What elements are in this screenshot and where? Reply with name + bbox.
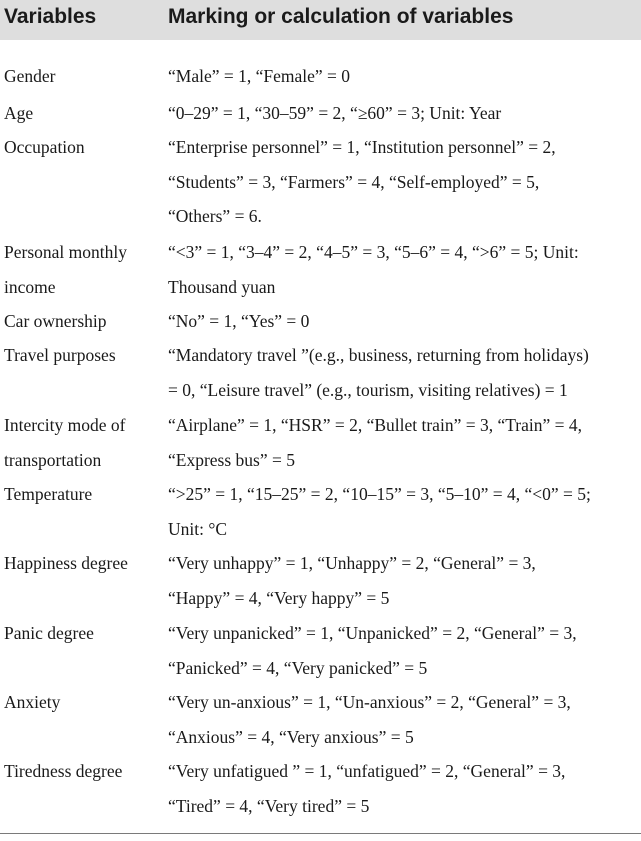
marking-cell [168,754,640,823]
variable-cell [4,754,162,789]
marking-text: “Panicked” = 4, “Very panicked” = 5 [168,657,428,678]
variable-cell [4,59,162,94]
variable-cell [4,685,162,720]
marking-text: “Enterprise personnel” = 1, “Institution personnel” = 2, [168,137,556,157]
marking-cell [168,96,640,131]
marking-text: “Very unpanicked” = 1, “Unpanicked” = 2, “General” = 3, [168,623,577,643]
table-header [0,0,641,40]
variable-cell [4,130,162,165]
marking-text: “Others” = 6. [168,206,262,227]
marking-text: “No” = 1, “Yes” = 0 [168,311,310,331]
variable-cell [4,616,162,651]
marking-cell [168,477,640,546]
marking-text: Thousand yuan [168,276,276,297]
marking-cell [168,130,640,234]
variable-label: Panic degree [4,623,94,643]
marking-text: “>25” = 1, “15–25” = 2, “10–15” = 3, “5–10” = 4, “<0” = 5; [168,484,591,504]
marking-text: “<3” = 1, “3–4” = 2, “4–5” = 3, “5–6” = 4, “>6” = 5; Unit: [168,242,579,262]
variable-label: Gender [4,66,56,86]
variable-label: income [4,276,56,297]
marking-text: “Airplane” = 1, “HSR” = 2, “Bullet train” = 3, “Train” = 4, [168,415,583,435]
marking-cell [168,59,640,94]
variable-cell [4,546,162,581]
marking-text: “Express bus” = 5 [168,449,295,470]
marking-cell [168,685,640,754]
variable-cell [4,338,162,373]
marking-text: “Very un-anxious” = 1, “Un-anxious” = 2, “General” = 3, [168,692,571,712]
marking-cell [168,304,640,339]
variable-label: Age [4,103,34,123]
marking-text: = 0, “Leisure travel” (e.g., tourism, visiting relatives) = 1 [168,379,568,400]
column-header-variables: Variables [4,5,97,28]
variable-label: Anxiety [4,692,61,712]
variable-cell [4,96,162,131]
marking-text: “0–29” = 1, “30–59” = 2, “≥60” = 3; Unit: Year [168,103,502,123]
marking-text: “Happy” = 4, “Very happy” = 5 [168,587,390,608]
marking-cell [168,616,640,685]
marking-cell [168,546,640,615]
marking-text: “Mandatory travel ”(e.g., business, returning from holidays) [168,345,589,365]
variable-label: Tiredness degree [4,761,123,781]
table-bottom-rule [0,833,641,834]
marking-text: “Anxious” = 4, “Very anxious” = 5 [168,726,414,747]
marking-cell [168,235,640,304]
variable-cell [4,235,162,304]
marking-text: “Students” = 3, “Farmers” = 4, “Self-employed” = 5, [168,171,540,192]
marking-cell [168,408,640,477]
variable-cell [4,304,162,339]
variable-label: Occupation [4,137,85,157]
column-header-marking: Marking or calculation of variables [168,5,514,28]
variable-cell [4,408,162,477]
variable-label: Intercity mode of [4,415,126,435]
variable-label: Travel purposes [4,345,116,365]
marking-text: Unit: °C [168,518,228,539]
variable-label: Personal monthly [4,242,127,262]
marking-text: “Tired” = 4, “Very tired” = 5 [168,795,370,816]
marking-text: “Very unfatigued ” = 1, “unfatigued” = 2, “General” = 3, [168,761,566,781]
marking-text: “Very unhappy” = 1, “Unhappy” = 2, “General” = 3, [168,553,536,573]
marking-cell [168,338,640,407]
marking-text: “Male” = 1, “Female” = 0 [168,66,351,86]
variable-label: Temperature [4,484,93,504]
variable-label: Happiness degree [4,553,128,573]
variable-label: transportation [4,449,102,470]
variable-cell [4,477,162,512]
variable-label: Car ownership [4,311,107,331]
